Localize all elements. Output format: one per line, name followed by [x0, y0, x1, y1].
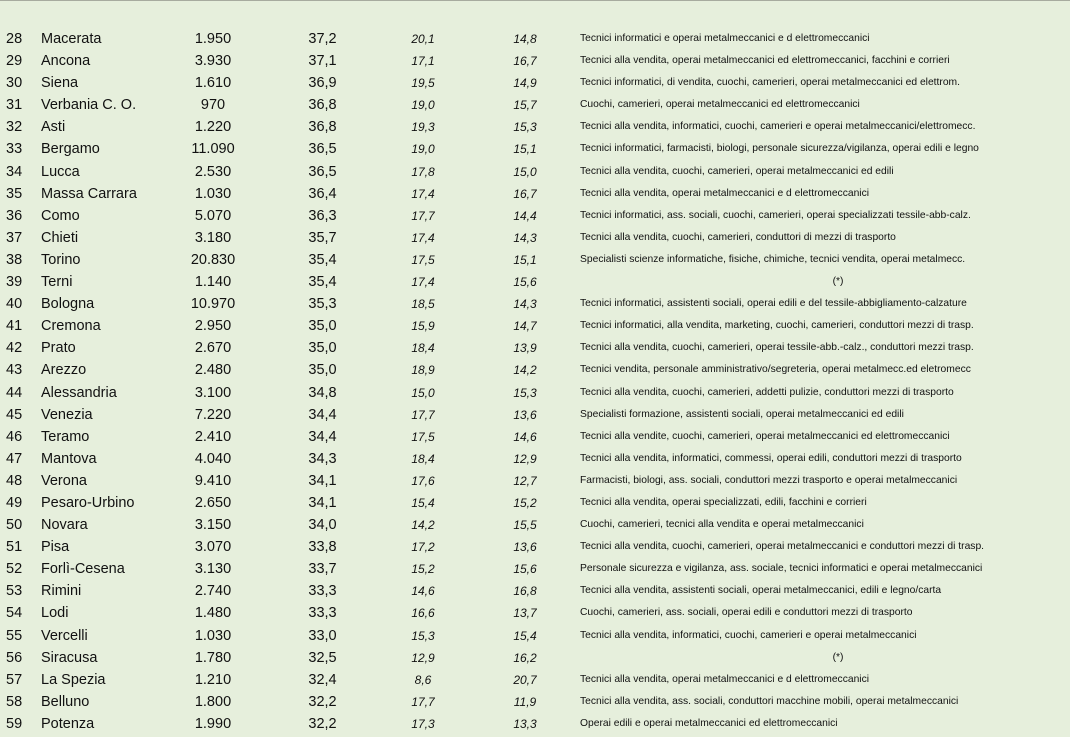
value-3-cell: 19,0 [411, 98, 435, 113]
table-row [0, 94, 1070, 116]
province-cell: Pisa [41, 539, 70, 556]
description-cell: Tecnici alla vendite, cuochi, camerieri, operai metalmeccanici ed elettromeccanici [580, 430, 950, 442]
value-1-cell: 10.970 [190, 296, 236, 313]
table-row [0, 337, 1070, 359]
province-cell: Siena [41, 75, 79, 92]
table-row [0, 691, 1070, 713]
table-row [0, 28, 1070, 50]
province-table [0, 28, 1070, 735]
value-1-cell: 3.130 [194, 561, 232, 578]
province-cell: Terni [41, 274, 73, 291]
value-4-cell: 16,7 [513, 54, 537, 69]
table-row [0, 713, 1070, 735]
value-1-cell: 3.930 [194, 53, 232, 70]
province-cell: Massa Carrara [41, 185, 137, 202]
value-3-cell: 18,4 [411, 341, 435, 356]
value-2-cell: 34,0 [308, 517, 337, 534]
value-4-cell: 15,5 [513, 518, 537, 533]
description-cell: Tecnici alla vendita, informatici, commessi, operai edili, conduttori mezzi di trasporto [580, 452, 962, 464]
table-row [0, 492, 1070, 514]
value-2-cell: 33,7 [308, 561, 337, 578]
description-cell: Tecnici alla vendita, cuochi, camerieri, operai tessile-abb.-calz., conduttori mezzi trasp. [580, 342, 974, 354]
value-4-cell: 13,6 [513, 540, 537, 555]
table-row [0, 426, 1070, 448]
value-1-cell: 20.830 [190, 251, 236, 268]
province-cell: Como [41, 207, 80, 224]
value-2-cell: 32,5 [308, 649, 337, 666]
table-row [0, 514, 1070, 536]
rank-cell: 57 [6, 671, 23, 688]
description-cell: Tecnici alla vendita, cuochi, camerieri, addetti pulizie, conduttori mezzi di trasporto [580, 386, 954, 398]
value-2-cell: 35,0 [308, 340, 337, 357]
value-1-cell: 970 [200, 97, 226, 114]
value-3-cell: 17,7 [411, 407, 435, 422]
value-3-cell: 17,1 [411, 54, 435, 69]
value-1-cell: 1.800 [194, 693, 232, 710]
rank-cell: 30 [6, 75, 23, 92]
province-cell: Novara [41, 517, 88, 534]
description-cell: Tecnici alla vendita, cuochi, camerieri, operai metalmeccanici ed edili [580, 165, 894, 177]
value-3-cell: 18,4 [411, 451, 435, 466]
province-cell: Lodi [41, 605, 69, 622]
value-1-cell: 5.070 [194, 207, 232, 224]
description-cell: Tecnici informatici, alla vendita, marketing, cuochi, camerieri, conduttori mezzi di trasp. [580, 320, 974, 332]
value-3-cell: 17,3 [411, 716, 435, 731]
province-cell: Bergamo [41, 141, 100, 158]
value-3-cell: 12,9 [411, 650, 435, 665]
description-cell: Cuochi, camerieri, ass. sociali, operai edili e conduttori mezzi di trasporto [580, 607, 913, 619]
value-3-cell: 17,4 [411, 230, 435, 245]
province-cell: Vercelli [41, 627, 88, 644]
table-row [0, 161, 1070, 183]
description-cell: Tecnici alla vendita, informatici, cuochi, camerieri e operai metalmeccanici/elettromecc. [580, 121, 976, 133]
rank-cell: 39 [6, 274, 23, 291]
value-1-cell: 2.670 [194, 340, 232, 357]
value-2-cell: 36,8 [308, 97, 337, 114]
rank-cell: 35 [6, 185, 23, 202]
value-2-cell: 33,0 [308, 627, 337, 644]
description-cell: Tecnici alla vendita, operai metalmeccanici e d elettromeccanici [580, 187, 870, 199]
value-3-cell: 19,5 [411, 76, 435, 91]
description-cell: Specialisti formazione, assistenti sociali, operai metalmeccanici ed edili [580, 408, 904, 420]
rank-cell: 44 [6, 384, 23, 401]
value-2-cell: 34,4 [308, 406, 337, 423]
table-row [0, 558, 1070, 580]
rank-cell: 36 [6, 207, 23, 224]
province-cell: Cremona [41, 318, 101, 335]
value-1-cell: 1.030 [194, 185, 232, 202]
value-3-cell: 15,2 [411, 562, 435, 577]
value-1-cell: 2.950 [194, 318, 232, 335]
table-row [0, 50, 1070, 72]
province-cell: Potenza [41, 715, 95, 732]
value-3-cell: 8,6 [414, 672, 432, 687]
value-2-cell: 35,0 [308, 318, 337, 335]
value-4-cell: 15,1 [513, 142, 537, 157]
table-row [0, 382, 1070, 404]
value-3-cell: 17,8 [411, 164, 435, 179]
table-row [0, 536, 1070, 558]
value-1-cell: 3.070 [194, 539, 232, 556]
value-4-cell: 14,9 [513, 76, 537, 91]
rank-cell: 28 [6, 31, 23, 47]
value-2-cell: 35,4 [308, 251, 337, 268]
rank-cell: 56 [6, 649, 23, 666]
value-4-cell: 15,3 [513, 120, 537, 135]
table-row [0, 205, 1070, 227]
province-cell: Arezzo [41, 362, 87, 379]
description-cell: Tecnici alla vendita, cuochi, camerieri, operai metalmeccanici e conduttori mezzi di trasp. [580, 541, 985, 553]
rank-cell: 41 [6, 318, 23, 335]
value-4-cell: 14,3 [513, 230, 537, 245]
value-4-cell: 16,8 [513, 584, 537, 599]
value-2-cell: 32,2 [308, 715, 337, 732]
rank-cell: 46 [6, 428, 23, 445]
value-1-cell: 1.210 [194, 671, 232, 688]
value-1-cell: 1.610 [194, 75, 232, 92]
rank-cell: 53 [6, 583, 23, 600]
value-3-cell: 14,6 [411, 584, 435, 599]
description-cell: Cuochi, camerieri, tecnici alla vendita e operai metalmeccanici [580, 519, 864, 531]
rank-cell: 52 [6, 561, 23, 578]
value-4-cell: 20,7 [513, 672, 537, 687]
province-cell: Prato [41, 340, 76, 357]
province-cell: Teramo [41, 428, 90, 445]
table-row [0, 183, 1070, 205]
rank-cell: 58 [6, 693, 23, 710]
rank-cell: 50 [6, 517, 23, 534]
province-cell: Chieti [41, 229, 79, 246]
rank-cell: 32 [6, 119, 23, 136]
value-3-cell: 20,1 [411, 32, 435, 46]
table-row [0, 138, 1070, 160]
value-2-cell: 34,3 [308, 450, 337, 467]
value-2-cell: 33,3 [308, 583, 337, 600]
rank-cell: 38 [6, 251, 23, 268]
description-cell: Tecnici informatici, ass. sociali, cuochi, camerieri, operai specializzati tessile-abb-calz. [580, 209, 971, 221]
value-2-cell: 36,9 [308, 75, 337, 92]
table-row [0, 293, 1070, 315]
description-cell: (*) [832, 651, 844, 663]
province-cell: Rimini [41, 583, 82, 600]
value-3-cell: 18,5 [411, 297, 435, 312]
value-4-cell: 15,6 [513, 275, 537, 290]
value-4-cell: 15,6 [513, 562, 537, 577]
value-2-cell: 36,5 [308, 163, 337, 180]
value-1-cell: 9.410 [194, 472, 232, 489]
rank-cell: 33 [6, 141, 23, 158]
value-4-cell: 13,7 [513, 606, 537, 621]
value-4-cell: 12,9 [513, 451, 537, 466]
value-2-cell: 35,0 [308, 362, 337, 379]
province-cell: Verona [41, 472, 87, 489]
value-2-cell: 37,1 [308, 53, 337, 70]
description-cell: Tecnici alla vendita, operai specializzati, edili, facchini e corrieri [580, 496, 867, 508]
value-3-cell: 15,4 [411, 495, 435, 510]
rank-cell: 47 [6, 450, 23, 467]
table-row [0, 625, 1070, 647]
description-cell: (*) [832, 276, 844, 288]
value-4-cell: 15,2 [513, 495, 537, 510]
value-2-cell: 34,8 [308, 384, 337, 401]
value-4-cell: 14,4 [513, 208, 537, 223]
rank-cell: 45 [6, 406, 23, 423]
value-3-cell: 15,3 [411, 628, 435, 643]
value-1-cell: 3.100 [194, 384, 232, 401]
table-row [0, 647, 1070, 669]
value-1-cell: 2.530 [194, 163, 232, 180]
value-3-cell: 17,5 [411, 429, 435, 444]
value-3-cell: 17,4 [411, 275, 435, 290]
value-1-cell: 1.030 [194, 627, 232, 644]
province-cell: Forlì-Cesena [41, 561, 125, 578]
table-row [0, 669, 1070, 691]
table-row [0, 116, 1070, 138]
description-cell: Tecnici alla vendita, ass. sociali, conduttori macchine mobili, operai metalmeccanici [580, 695, 959, 707]
description-cell: Tecnici vendita, personale amministrativo/segreteria, operai metalmecc.ed eletromecc [580, 364, 971, 376]
table-row [0, 249, 1070, 271]
province-cell: Ancona [41, 53, 91, 70]
rank-cell: 29 [6, 53, 23, 70]
value-4-cell: 14,8 [513, 32, 537, 46]
table-row [0, 470, 1070, 492]
rank-cell: 48 [6, 472, 23, 489]
value-1-cell: 1.780 [194, 649, 232, 666]
rank-cell: 54 [6, 605, 23, 622]
value-4-cell: 15,1 [513, 252, 537, 267]
value-1-cell: 3.150 [194, 517, 232, 534]
value-4-cell: 12,7 [513, 473, 537, 488]
table-row [0, 72, 1070, 94]
value-4-cell: 15,0 [513, 164, 537, 179]
value-2-cell: 36,4 [308, 185, 337, 202]
value-4-cell: 13,6 [513, 407, 537, 422]
table-row [0, 448, 1070, 470]
rank-cell: 49 [6, 494, 23, 511]
rank-cell: 40 [6, 296, 23, 313]
rank-cell: 37 [6, 229, 23, 246]
province-cell: Lucca [41, 163, 80, 180]
value-1-cell: 2.740 [194, 583, 232, 600]
value-4-cell: 14,3 [513, 297, 537, 312]
value-1-cell: 7.220 [194, 406, 232, 423]
rank-cell: 59 [6, 715, 23, 732]
value-4-cell: 16,2 [513, 650, 537, 665]
value-1-cell: 3.180 [194, 229, 232, 246]
value-4-cell: 14,7 [513, 319, 537, 334]
value-2-cell: 32,2 [308, 693, 337, 710]
description-cell: Tecnici alla vendita, informatici, cuochi, camerieri e operai metalmeccanici [580, 629, 917, 641]
province-cell: Bologna [41, 296, 95, 313]
description-cell: Tecnici alla vendita, assistenti sociali, operai metalmeccanici, edili e legno/carta [580, 585, 942, 597]
value-3-cell: 14,2 [411, 518, 435, 533]
rank-cell: 55 [6, 627, 23, 644]
value-4-cell: 11,9 [513, 694, 537, 709]
description-cell: Tecnici informatici, di vendita, cuochi, camerieri, operai metalmeccanici ed elettrom. [580, 77, 960, 89]
table-row [0, 404, 1070, 426]
value-2-cell: 35,7 [308, 229, 337, 246]
value-4-cell: 14,2 [513, 363, 537, 378]
value-2-cell: 34,1 [308, 472, 337, 489]
value-3-cell: 19,3 [411, 120, 435, 135]
value-2-cell: 35,4 [308, 274, 337, 291]
value-3-cell: 15,9 [411, 319, 435, 334]
rank-cell: 51 [6, 539, 23, 556]
value-2-cell: 36,8 [308, 119, 337, 136]
value-4-cell: 13,9 [513, 341, 537, 356]
value-2-cell: 33,3 [308, 605, 337, 622]
province-cell: Siracusa [41, 649, 98, 666]
value-3-cell: 15,0 [411, 385, 435, 400]
value-4-cell: 15,4 [513, 628, 537, 643]
value-3-cell: 17,5 [411, 252, 435, 267]
province-cell: Macerata [41, 31, 102, 47]
province-cell: Alessandria [41, 384, 117, 401]
province-cell: Mantova [41, 450, 97, 467]
value-3-cell: 18,9 [411, 363, 435, 378]
province-cell: Asti [41, 119, 66, 136]
value-1-cell: 1.220 [194, 119, 232, 136]
value-2-cell: 34,1 [308, 494, 337, 511]
description-cell: Tecnici informatici, assistenti sociali, operai edili e del tessile-abbigliamento-calzature [580, 298, 967, 310]
top-border-line [0, 0, 1070, 1]
description-cell: Personale sicurezza e vigilanza, ass. sociale, tecnici informatici e operai metalmeccanici [580, 563, 983, 575]
province-cell: Pesaro-Urbino [41, 494, 135, 511]
rank-cell: 43 [6, 362, 23, 379]
value-4-cell: 14,6 [513, 429, 537, 444]
description-cell: Specialisti scienze informatiche, fisiche, chimiche, tecnici vendita, operai metalmecc. [580, 253, 966, 265]
table-row [0, 271, 1070, 293]
table-row [0, 227, 1070, 249]
value-3-cell: 17,7 [411, 208, 435, 223]
value-1-cell: 1.480 [194, 605, 232, 622]
province-cell: Verbania C. O. [41, 97, 137, 114]
value-4-cell: 13,3 [513, 716, 537, 731]
value-1-cell: 1.990 [194, 715, 232, 732]
province-cell: Torino [41, 251, 81, 268]
value-3-cell: 17,6 [411, 473, 435, 488]
value-2-cell: 36,5 [308, 141, 337, 158]
table-row [0, 315, 1070, 337]
value-2-cell: 33,8 [308, 539, 337, 556]
value-3-cell: 17,7 [411, 694, 435, 709]
value-4-cell: 15,3 [513, 385, 537, 400]
table-row [0, 580, 1070, 602]
description-cell: Tecnici informatici, farmacisti, biologi, personale sicurezza/vigilanza, operai edili e legno [580, 143, 979, 155]
description-cell: Operai edili e operai metalmeccanici ed elettromeccanici [580, 717, 838, 729]
value-3-cell: 17,4 [411, 186, 435, 201]
value-1-cell: 4.040 [194, 450, 232, 467]
province-cell: Belluno [41, 693, 90, 710]
description-cell: Tecnici alla vendita, operai metalmeccanici e d elettromeccanici [580, 673, 870, 685]
value-4-cell: 16,7 [513, 186, 537, 201]
value-1-cell: 2.480 [194, 362, 232, 379]
value-1-cell: 2.410 [194, 428, 232, 445]
value-3-cell: 17,2 [411, 540, 435, 555]
value-2-cell: 34,4 [308, 428, 337, 445]
table-row [0, 602, 1070, 624]
description-cell: Tecnici alla vendita, cuochi, camerieri, conduttori di mezzi di trasporto [580, 231, 896, 243]
value-3-cell: 16,6 [411, 606, 435, 621]
table-row [0, 359, 1070, 381]
description-cell: Farmacisti, biologi, ass. sociali, conduttori mezzi trasporto e operai metalmeccanici [580, 474, 958, 486]
description-cell: Tecnici alla vendita, operai metalmeccanici ed elettromeccanici, facchini e corrieri [580, 55, 950, 67]
rank-cell: 34 [6, 163, 23, 180]
rank-cell: 31 [6, 97, 23, 114]
value-2-cell: 35,3 [308, 296, 337, 313]
province-cell: La Spezia [41, 671, 106, 688]
value-2-cell: 36,3 [308, 207, 337, 224]
description-cell: Cuochi, camerieri, operai metalmeccanici ed elettromeccanici [580, 99, 860, 111]
value-2-cell: 37,2 [308, 31, 337, 47]
rank-cell: 42 [6, 340, 23, 357]
value-2-cell: 32,4 [308, 671, 337, 688]
value-1-cell: 1.950 [194, 31, 232, 47]
description-cell: Tecnici informatici e operai metalmeccanici e d elettromeccanici [580, 33, 870, 44]
value-1-cell: 2.650 [194, 494, 232, 511]
value-1-cell: 1.140 [194, 274, 232, 291]
province-cell: Venezia [41, 406, 93, 423]
value-1-cell: 11.090 [191, 141, 235, 158]
value-3-cell: 19,0 [411, 142, 435, 157]
value-4-cell: 15,7 [513, 98, 537, 113]
